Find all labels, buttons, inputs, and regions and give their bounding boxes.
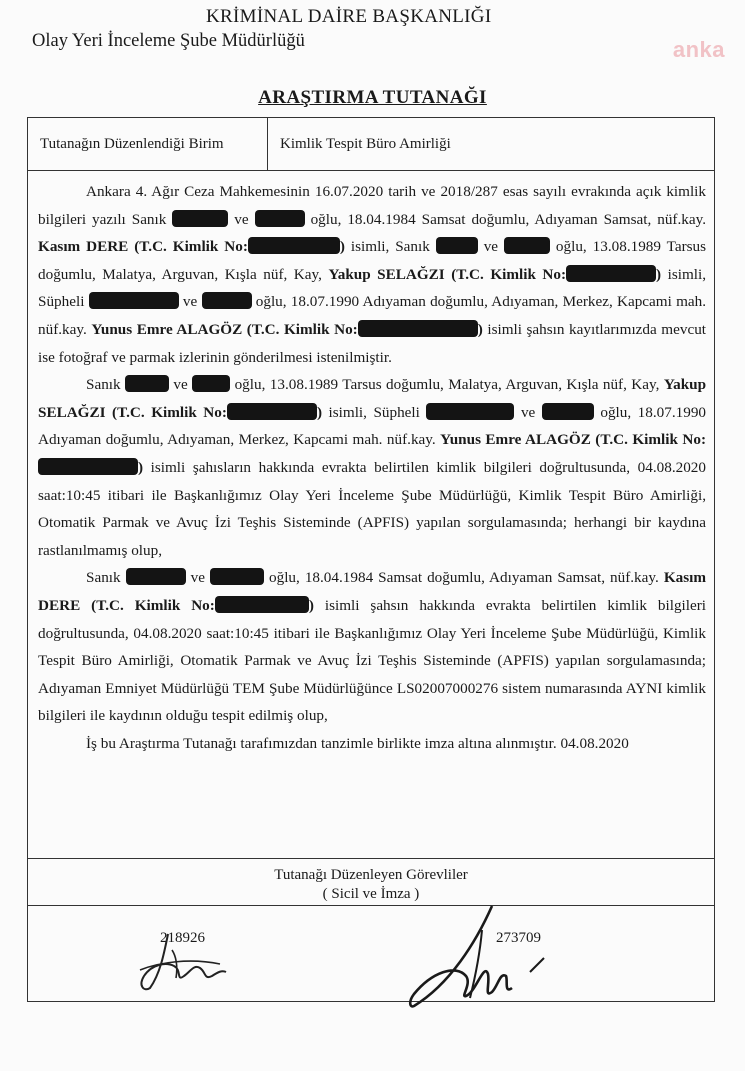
signature-title: Tutanağı Düzenleyen Görevliler — [274, 867, 468, 883]
signature-2-image — [380, 902, 560, 1012]
sicil-number-1: 218926 — [160, 930, 205, 946]
redaction — [126, 568, 186, 585]
paragraph-4: İş bu Araştırma Tutanağı tarafımızdan tanzimle birlikte imza altına alınmıştır. 04.08.2020 — [86, 734, 629, 752]
redaction — [248, 237, 340, 254]
divider — [28, 858, 714, 859]
signature-block-title — [28, 866, 714, 904]
document-table — [27, 117, 715, 1002]
redaction — [192, 375, 230, 392]
redaction — [255, 210, 305, 227]
redaction — [210, 568, 264, 585]
paragraph-2: Sanık ve oğlu, 13.08.1989 Tarsus doğumlu, Malatya, Arguvan, Kışla nüf, Kay, Yakup SELAĞZI (T.C. Kimlik No: ) isimli, Süpheli ve oğlu, 18.07.1990 Adıyaman doğumlu, Adıyaman, Merkez, Kapcami mah. nüf.kay. Yunus Emre ALAGÖZ (T.C. Kimlik No:) isimli şahısların hakkında evrakta belirtilen kimlik bilgileri doğrultusunda, 04.08.2020 saat:10:45 itibari ile Başkanlığımız Olay Yeri İnceleme Şube Müdürlüğü, Kimlik Tespit Büro Amirliği, Otomatik Parmak ve Avuç İzi Teşhis Sisteminde (APFIS) yapılan sorgulamasında; herhangi bir kaydına rastlanılmamış olup, — [38, 376, 707, 559]
redaction — [504, 237, 550, 254]
paragraph-1: Ankara 4. Ağır Ceza Mahkemesinin 16.07.2020 tarih ve 2018/287 esas sayılı evrakında açık kimlik bilgileri yazılı Sanık ve oğlu, 18.04.1984 Samsat doğumlu, Adıyaman Samsat, nüf.kay. Kasım DERE (T.C. Kimlik No: ) isimli, Sanık ve oğlu, 13.08.1989 Tarsus doğumlu, Malatya, Arguvan, Kışla nüf, Kay, Yakup SELAĞZI (T.C. Kimlik No: ) isimli, Süpheli ve oğlu, 18.07.1990 Adıyaman doğumlu, Adıyaman, Merkez, Kapcami mah. nüf.kay. Yunus Emre ALAGÖZ (T.C. Kimlik No: ) isimli şahsın kayıtlarımızda mevcut ise fotoğraf ve parmak izlerinin gönderilmesi istenilmiştir. — [38, 183, 707, 366]
document-body — [38, 178, 706, 757]
unit-value: Kimlik Tespit Büro Amirliği — [280, 136, 451, 152]
signature-subtitle: ( Sicil ve İmza ) — [322, 886, 420, 902]
redaction — [125, 375, 169, 392]
unit-label: Tutanağın Düzenlendiği Birim — [28, 118, 268, 170]
signature-1-image — [120, 926, 230, 996]
document-title: ARAŞTIRMA TUTANAĞI — [258, 87, 487, 108]
redaction — [89, 292, 179, 309]
redaction — [436, 237, 478, 254]
redaction — [358, 320, 478, 337]
redaction — [202, 292, 252, 309]
redaction — [227, 403, 317, 420]
redaction — [426, 403, 514, 420]
header-department: KRİMİNAL DAİRE BAŞKANLIĞI — [206, 6, 492, 27]
watermark-logo: anka — [672, 37, 725, 62]
unit-row — [28, 118, 714, 171]
redaction — [172, 210, 228, 227]
redaction — [38, 458, 138, 475]
redaction — [542, 403, 594, 420]
paragraph-3: Sanık ve oğlu, 18.04.1984 Samsat doğumlu, Adıyaman Samsat, nüf.kay. Kasım DERE (T.C. Kimlik No: ) isimli şahsın hakkında evrakta belirtilen kimlik bilgileri doğrultusunda, 04.08.2020 saat:10:45 itibari ile Başkanlığımız Olay Yeri İnceleme Şube Müdürlüğü, Kimlik Tespit Büro Amirliği, Otomatik Parmak ve Avuç İzi Teşhis Sisteminde (APFIS) yapılan sorgulamasında; Adıyaman Emniyet Müdürlüğü TEM Şube Müdürlüğünce LS02007000276 sistem numarasında AYNI kimlik bilgileri ile kaydının olduğu tespit edilmiş olup, — [38, 569, 707, 725]
header-branch: Olay Yeri İnceleme Şube Müdürlüğü — [32, 31, 305, 51]
redaction — [215, 596, 309, 613]
redaction — [566, 265, 656, 282]
divider — [28, 905, 714, 906]
sicil-number-2: 273709 — [496, 930, 541, 946]
